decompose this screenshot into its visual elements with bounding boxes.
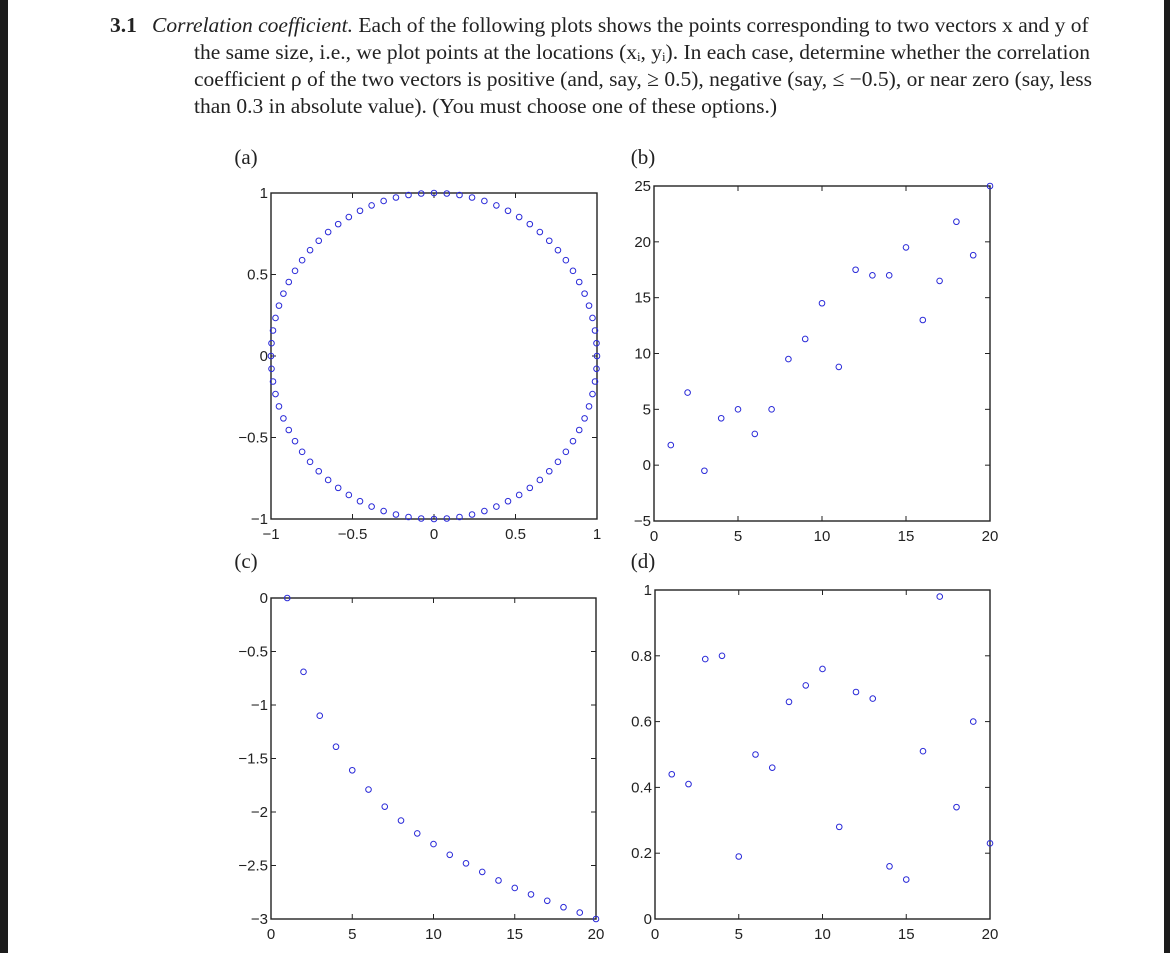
data-point bbox=[482, 198, 488, 204]
data-point bbox=[970, 252, 976, 258]
y-tick-label: 0.2 bbox=[631, 845, 652, 863]
problem-number: 3.1 bbox=[110, 13, 137, 37]
x-tick-label: 0 bbox=[266, 926, 276, 943]
x-tick-label: −0.5 bbox=[337, 526, 368, 543]
data-point bbox=[546, 468, 552, 474]
data-point bbox=[555, 247, 561, 253]
data-point bbox=[414, 831, 420, 837]
x-tick-label: 1 bbox=[592, 526, 602, 543]
data-point bbox=[398, 818, 404, 824]
y-tick-label: −0.5 bbox=[238, 643, 268, 661]
problem-title: Correlation coefficient. bbox=[152, 13, 354, 37]
data-point bbox=[299, 257, 305, 263]
x-tick-label: 5 bbox=[348, 926, 357, 943]
data-point bbox=[381, 198, 387, 204]
data-point bbox=[346, 492, 352, 498]
data-point bbox=[590, 315, 596, 321]
data-point bbox=[570, 268, 576, 274]
data-point bbox=[299, 449, 305, 455]
data-point bbox=[527, 221, 533, 227]
data-point bbox=[325, 477, 331, 483]
data-point bbox=[482, 508, 488, 514]
data-point bbox=[546, 238, 552, 244]
data-point bbox=[349, 767, 355, 773]
plot-frame bbox=[271, 193, 597, 519]
data-point bbox=[393, 512, 399, 518]
data-point bbox=[505, 208, 511, 214]
data-point bbox=[803, 683, 809, 689]
x-tick-label: 0.5 bbox=[505, 526, 526, 543]
y-tick-label: 1 bbox=[259, 185, 268, 202]
data-point bbox=[544, 898, 550, 904]
data-point bbox=[820, 666, 826, 672]
data-point bbox=[719, 653, 725, 659]
data-point bbox=[954, 219, 960, 225]
panel-label: (a) bbox=[234, 145, 258, 169]
y-tick-label: 15 bbox=[634, 289, 651, 307]
data-point bbox=[769, 765, 775, 771]
x-tick-label: 10 bbox=[425, 926, 442, 943]
data-point bbox=[870, 273, 876, 279]
data-point bbox=[393, 195, 399, 201]
y-tick-label: −0.5 bbox=[238, 429, 268, 447]
data-point bbox=[381, 508, 387, 514]
data-point bbox=[333, 744, 339, 750]
data-point bbox=[307, 459, 313, 465]
data-point bbox=[937, 278, 943, 284]
scatter-panel-b bbox=[631, 145, 999, 545]
data-point bbox=[563, 449, 569, 455]
y-tick-label: 0 bbox=[259, 348, 268, 365]
data-point bbox=[786, 699, 792, 705]
data-point bbox=[281, 416, 287, 422]
data-point bbox=[853, 689, 859, 695]
scatter-panel-c bbox=[234, 549, 604, 943]
data-point bbox=[668, 442, 674, 448]
data-point bbox=[316, 468, 322, 474]
x-tick-label: 0 bbox=[429, 526, 439, 543]
x-tick-label: 5 bbox=[733, 528, 743, 545]
x-tick-label: 15 bbox=[506, 926, 524, 943]
y-tick-label: 0 bbox=[642, 457, 651, 475]
y-tick-label: 1 bbox=[643, 582, 652, 599]
data-point bbox=[301, 669, 307, 675]
data-point bbox=[382, 804, 388, 810]
data-point bbox=[819, 300, 825, 306]
data-point bbox=[561, 904, 567, 910]
data-point bbox=[685, 390, 691, 396]
data-point bbox=[494, 504, 500, 510]
data-point bbox=[286, 279, 292, 285]
data-point bbox=[316, 238, 322, 244]
data-point bbox=[469, 195, 475, 201]
y-tick-label: 20 bbox=[634, 233, 651, 251]
data-point bbox=[516, 492, 522, 498]
data-point bbox=[335, 485, 341, 491]
data-point bbox=[702, 656, 708, 662]
y-tick-label: 0.6 bbox=[631, 713, 652, 731]
y-tick-label: 10 bbox=[634, 345, 651, 363]
x-tick-label: 15 bbox=[897, 926, 915, 943]
data-point bbox=[577, 910, 583, 916]
panel-label: (c) bbox=[234, 549, 258, 573]
data-point bbox=[307, 247, 313, 253]
data-point bbox=[590, 391, 596, 397]
y-tick-label: 0 bbox=[643, 911, 652, 928]
y-tick-label: 0 bbox=[259, 590, 268, 607]
x-tick-label: 20 bbox=[981, 528, 999, 545]
data-point bbox=[357, 498, 363, 504]
data-point bbox=[325, 229, 331, 235]
data-point bbox=[576, 427, 582, 433]
data-point bbox=[786, 356, 792, 362]
plot-frame bbox=[654, 186, 990, 521]
data-point bbox=[335, 221, 341, 227]
data-point bbox=[582, 416, 588, 422]
data-point bbox=[494, 203, 500, 209]
data-point bbox=[369, 203, 375, 209]
data-point bbox=[516, 214, 522, 220]
data-point bbox=[273, 315, 279, 321]
problem-body: Each of the following plots shows the points corresponding to two vectors x and y of the same size, i.e., we plot points at the locations (xᵢ, yᵢ). In each case, determine whether the correlation coefficient ρ of the two vectors is positive (and, say, ≥ 0.5), negative (say, ≤ −0.5), or near zero (say, less than 0.3 in absolute value). (You must choose one of these options.) bbox=[194, 13, 1093, 118]
data-point bbox=[431, 841, 437, 847]
data-point bbox=[769, 407, 775, 413]
data-point bbox=[576, 279, 582, 285]
data-point bbox=[537, 229, 543, 235]
data-point bbox=[447, 852, 453, 858]
panel-label: (d) bbox=[630, 549, 656, 573]
data-point bbox=[836, 824, 842, 830]
y-tick-label: 0.4 bbox=[631, 779, 652, 797]
data-point bbox=[281, 291, 287, 297]
data-point bbox=[292, 438, 298, 444]
data-point bbox=[463, 861, 469, 867]
x-tick-label: 0 bbox=[650, 926, 660, 943]
x-tick-label: 20 bbox=[587, 926, 605, 943]
data-point bbox=[505, 498, 511, 504]
data-point bbox=[954, 804, 960, 810]
data-point bbox=[582, 291, 588, 297]
data-point bbox=[527, 485, 533, 491]
data-point bbox=[528, 892, 534, 898]
scatter-panel-d bbox=[631, 549, 999, 943]
x-tick-label: 5 bbox=[734, 926, 743, 943]
data-point bbox=[702, 468, 708, 474]
data-point bbox=[718, 415, 724, 421]
x-tick-label: −1 bbox=[262, 526, 280, 543]
data-point bbox=[903, 245, 909, 251]
data-point bbox=[537, 477, 543, 483]
data-point bbox=[346, 214, 352, 220]
y-tick-label: −1 bbox=[250, 697, 268, 714]
plot-frame bbox=[655, 590, 990, 919]
y-tick-label: −1.5 bbox=[238, 750, 268, 768]
y-tick-label: 5 bbox=[642, 401, 651, 419]
y-tick-label: −1 bbox=[250, 511, 268, 528]
x-tick-label: 20 bbox=[981, 926, 999, 943]
data-point bbox=[853, 267, 859, 273]
data-point bbox=[276, 303, 282, 309]
y-tick-label: 25 bbox=[634, 178, 651, 195]
x-tick-label: 10 bbox=[814, 926, 831, 943]
data-point bbox=[752, 431, 758, 437]
data-point bbox=[903, 877, 909, 883]
y-tick-label: −2 bbox=[250, 804, 268, 821]
data-point bbox=[512, 885, 518, 891]
data-point bbox=[555, 459, 561, 465]
data-point bbox=[276, 404, 282, 410]
data-point bbox=[736, 854, 742, 860]
data-point bbox=[496, 878, 502, 884]
panel-label: (b) bbox=[630, 145, 656, 169]
data-point bbox=[586, 404, 592, 410]
data-point bbox=[369, 504, 375, 510]
scatter-panel-a bbox=[234, 145, 601, 543]
data-point bbox=[970, 719, 976, 725]
x-tick-label: 15 bbox=[897, 528, 915, 545]
data-point bbox=[366, 787, 372, 793]
data-point bbox=[802, 336, 808, 342]
data-point bbox=[469, 512, 475, 518]
data-point bbox=[317, 713, 323, 719]
data-point bbox=[937, 594, 943, 600]
y-tick-label: −3 bbox=[250, 911, 268, 928]
plot-frame bbox=[271, 598, 596, 919]
data-point bbox=[586, 303, 592, 309]
data-point bbox=[887, 864, 893, 870]
x-tick-label: 0 bbox=[649, 528, 659, 545]
data-point bbox=[836, 364, 842, 370]
data-point bbox=[886, 273, 892, 279]
data-point bbox=[735, 407, 741, 413]
y-tick-label: 0.8 bbox=[631, 647, 652, 665]
data-point bbox=[870, 696, 876, 702]
data-point bbox=[669, 771, 675, 777]
data-point bbox=[479, 869, 485, 875]
y-tick-label: 0.5 bbox=[247, 266, 268, 284]
data-point bbox=[753, 752, 759, 758]
data-point bbox=[686, 781, 692, 787]
data-point bbox=[920, 748, 926, 754]
data-point bbox=[920, 317, 926, 323]
data-point bbox=[563, 257, 569, 263]
y-tick-label: −5 bbox=[633, 513, 651, 530]
x-tick-label: 10 bbox=[813, 528, 831, 545]
data-point bbox=[286, 427, 292, 433]
data-point bbox=[357, 208, 363, 214]
data-point bbox=[292, 268, 298, 274]
data-point bbox=[273, 391, 279, 397]
data-point bbox=[570, 438, 576, 444]
y-tick-label: −2.5 bbox=[238, 857, 268, 875]
